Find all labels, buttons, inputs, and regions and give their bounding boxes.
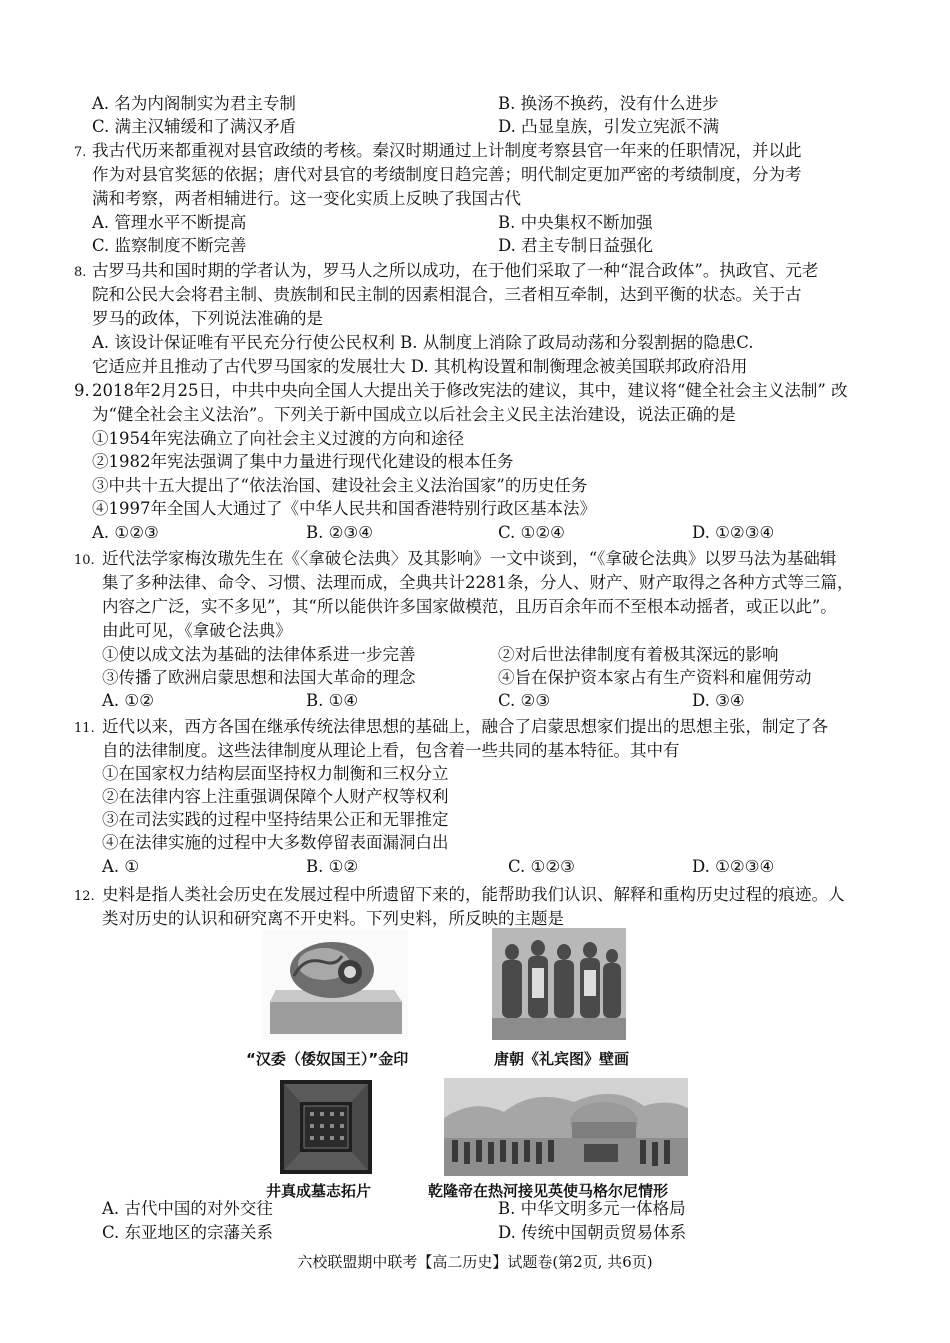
q6-option-d: D. 凸显皇族，引发立宪派不满	[498, 117, 720, 136]
q11-option-c: C. ①②③	[508, 857, 575, 876]
q10-number: 10.	[74, 553, 95, 568]
q10-item-1: ①使以成文法为基础的法律体系进一步完善	[102, 645, 416, 664]
q11-option-d: D. ①②③④	[692, 857, 775, 876]
q10-stem-line-1: 近代法学家梅汝璈先生在《〈拿破仑法典〉及其影响》一文中谈到，“《拿破仑法典》以罗马法为基础辑	[102, 549, 837, 568]
q9-item-4: ④1997年全国人大通过了《中华人民共和国香港特别行政区基本法》	[92, 499, 596, 518]
q10-item-3: ③传播了欧洲启蒙思想和法国大革命的理念	[102, 668, 416, 687]
seal-caption: “汉委（倭奴国王）”金印	[246, 1050, 409, 1068]
q10-item-2: ②对后世法律制度有着极其深远的影响	[498, 645, 779, 664]
q12-stem-line-1: 史料是指人类社会历史在发展过程中所遗留下来的，能帮助我们认识、解释和重构历史过程的痕迹。人	[102, 885, 845, 904]
q8-options-line-2: 它适应并且推动了古代罗马国家的发展壮大 D. 其机构设置和制衡理念被美国联邦政府沿用	[92, 357, 748, 376]
q9-option-b: B. ②③④	[306, 523, 373, 542]
q9-option-c: C. ①②④	[498, 523, 565, 542]
q12-stem-line-2: 类对历史的认识和研究离不开史料。下列史料，所反映的主题是	[102, 909, 564, 928]
q11-item-4: ④在法律实施的过程中大多数停留表面漏洞白出	[102, 833, 449, 852]
epitaph-rubbing-image	[280, 1080, 372, 1174]
q7-stem-line-1: 我古代历来都重视对县官政绩的考核。秦汉时期通过上计制度考察县官一年来的任职情况，并以此	[92, 141, 802, 160]
q12-option-b: B. 中华文明多元一体格局	[498, 1199, 686, 1218]
q10-stem-line-2: 集了多种法律、命令、习惯、法理而成，全典共计2281条，分人、财产、财产取得之各种方式等三篇，	[102, 573, 854, 592]
q10-option-d: D. ③④	[692, 691, 745, 710]
q11-item-2: ②在法律内容上注重强调保障个人财产权等权利	[102, 787, 449, 806]
q8-stem-line-3: 罗马的政体，下列说法准确的是	[92, 309, 323, 328]
q12-option-d: D. 传统中国朝贡贸易体系	[498, 1223, 687, 1242]
q10-option-a: A. ①②	[102, 691, 154, 710]
gold-seal-image	[262, 930, 408, 1040]
q11-option-a: A. ①	[102, 857, 140, 876]
q11-number: 11.	[74, 721, 95, 736]
qianlong-caption: 乾隆帝在热河接见英使马格尔尼情形	[428, 1182, 669, 1200]
q9-option-d: D. ①②③④	[692, 523, 775, 542]
q8-number: 8.	[74, 265, 87, 280]
page-footer: 六校联盟期中联考【高二历史】试题卷(第2页, 共6页)	[297, 1253, 653, 1271]
q10-option-b: B. ①④	[306, 691, 359, 710]
q7-stem-line-3: 满和考察，两者相辅进行。这一变化实质上反映了我国古代	[92, 189, 521, 208]
q9-stem-line-2: 为“健全社会主义法治”。下列关于新中国成立以后社会主义民主法治建设，说法正确的是	[92, 405, 736, 424]
q7-option-a: A. 管理水平不断提高	[92, 213, 247, 232]
q12-number: 12.	[74, 889, 95, 904]
q9-option-a: A. ①②③	[92, 523, 159, 542]
q9-item-2: ②1982年宪法强调了集中力量进行现代化建设的根本任务	[92, 452, 514, 471]
mural-caption: 唐朝《礼宾图》壁画	[494, 1050, 630, 1068]
q8-stem-line-2: 院和公民大会将君主制、贵族制和民主制的因素相混合，三者相互牵制，达到平衡的状态。关于古	[92, 285, 802, 304]
q9-number: 9.	[74, 381, 90, 400]
epitaph-caption: 井真成墓志拓片	[266, 1182, 372, 1200]
q9-stem-line-1: 2018年2月25日，中共中央向全国人大提出关于修改宪法的建议，其中，建议将“健全社会主义法制” 改	[92, 381, 848, 400]
q11-stem-line-2: 自的法律制度。这些法律制度从理论上看，包含着一些共同的基本特征。其中有	[102, 741, 680, 760]
q9-item-1: ①1954年宪法确立了向社会主义过渡的方向和途径	[92, 429, 464, 448]
q6-option-a: A. 名为内阁制实为君主专制	[92, 94, 296, 113]
q12-option-c: C. 东亚地区的宗藩关系	[102, 1223, 274, 1242]
q6-option-b: B. 换汤不换药，没有什么进步	[498, 94, 719, 113]
q7-option-c: C. 监察制度不断完善	[92, 236, 247, 255]
q7-number: 7.	[74, 145, 87, 160]
q7-option-d: D. 君主专制日益强化	[498, 236, 654, 255]
q11-item-3: ③在司法实践的过程中坚持结果公正和无罪推定	[102, 810, 449, 829]
q9-item-3: ③中共十五大提出了“依法治国、建设社会主义法治国家”的历史任务	[92, 476, 588, 495]
qianlong-macartney-image	[444, 1078, 688, 1176]
q10-option-c: C. ②③	[498, 691, 551, 710]
q8-stem-line-1: 古罗马共和国时期的学者认为，罗马人之所以成功，在于他们采取了一种“混合政体”。执政官、元老	[92, 261, 819, 280]
q10-stem-line-4: 由此可见，《拿破仑法典》	[102, 621, 292, 640]
q6-option-c: C. 满主汉辅缓和了满汉矛盾	[92, 117, 297, 136]
q11-item-1: ①在国家权力结构层面坚持权力制衡和三权分立	[102, 764, 449, 783]
q7-stem-line-2: 作为对县官奖惩的依据；唐代对县官的考绩制度日趋完善；明代制定更加严密的考绩制度，分为考	[92, 165, 802, 184]
q12-option-a: A. 古代中国的对外交往	[102, 1199, 273, 1218]
q10-stem-line-3: 内容之广泛，实不多见”，其“所以能供许多国家做模范，且历百余年而不至根本动摇者，或正以此”。	[102, 597, 837, 616]
tang-mural-image	[492, 928, 626, 1040]
q11-option-b: B. ①②	[306, 857, 359, 876]
q8-options-line-1: A. 该设计保证唯有平民充分行使公民权利 B. 从制度上消除了政局动荡和分裂割据的隐患C.	[92, 333, 754, 352]
q10-item-4: ④旨在保护资本家占有生产资料和雇佣劳动	[498, 668, 812, 687]
q11-stem-line-1: 近代以来，西方各国在继承传统法律思想的基础上，融合了启蒙思想家们提出的思想主张，制定了各	[102, 717, 828, 736]
q7-option-b: B. 中央集权不断加强	[498, 213, 653, 232]
